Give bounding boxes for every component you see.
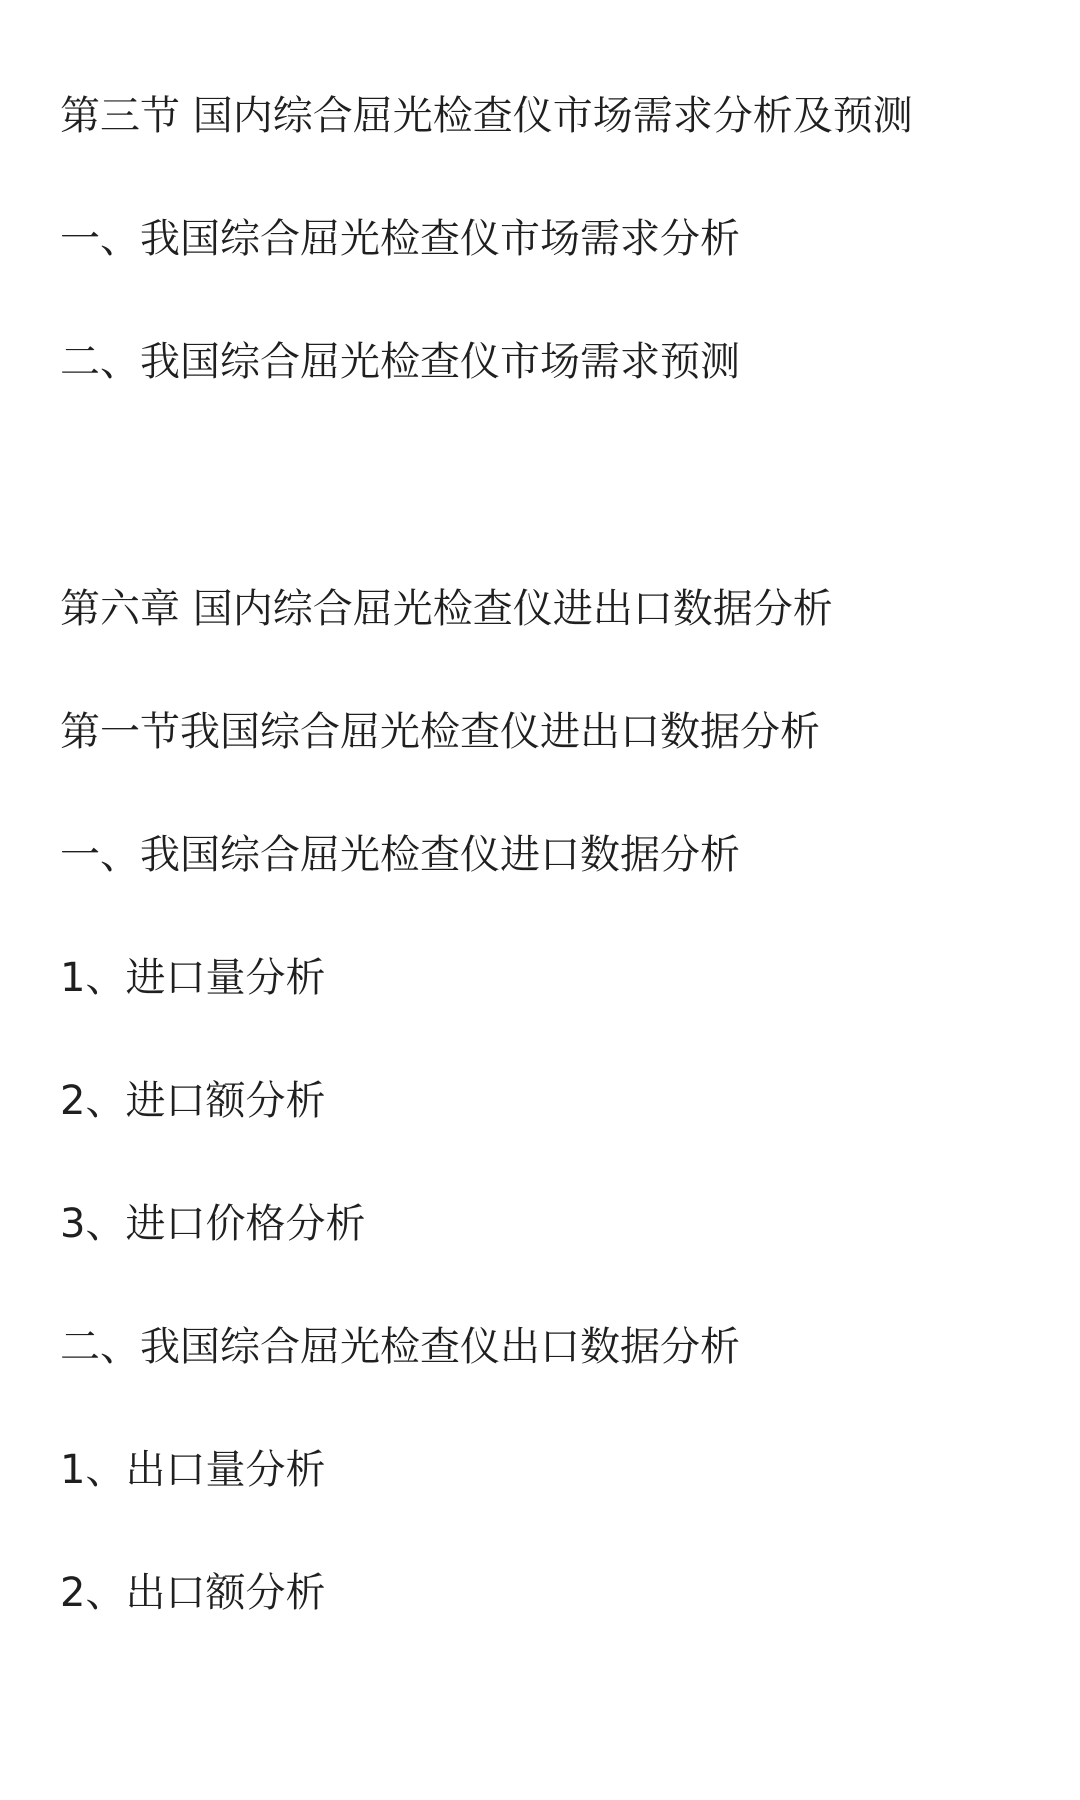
list-item: 2、出口额分析: [60, 1570, 326, 1616]
list-item: 3、进口价格分析: [60, 1201, 366, 1247]
section-heading: 第三节 国内综合屈光检查仪市场需求分析及预测: [60, 93, 913, 139]
list-item: 1、出口量分析: [60, 1447, 326, 1493]
subsection-item: 二、我国综合屈光检查仪出口数据分析: [60, 1324, 740, 1370]
section-heading: 第一节我国综合屈光检查仪进出口数据分析: [60, 709, 820, 755]
subsection-item: 二、我国综合屈光检查仪市场需求预测: [60, 339, 740, 385]
chapter-heading: 第六章 国内综合屈光检查仪进出口数据分析: [60, 586, 833, 632]
subsection-item: 一、我国综合屈光检查仪进口数据分析: [60, 832, 740, 878]
list-item: 1、进口量分析: [60, 955, 326, 1001]
list-item: 2、进口额分析: [60, 1078, 326, 1124]
subsection-item: 一、我国综合屈光检查仪市场需求分析: [60, 216, 740, 262]
